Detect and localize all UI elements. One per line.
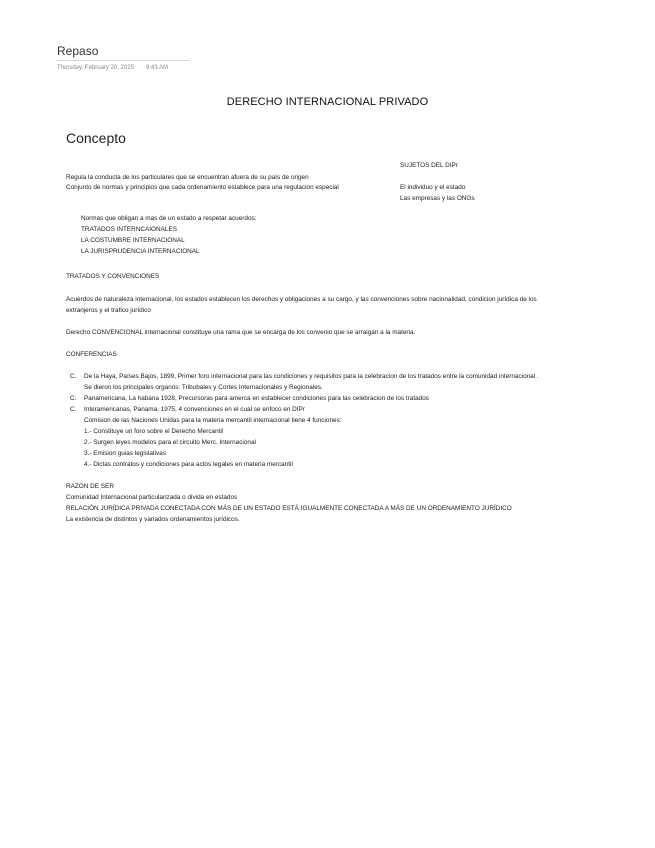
main-heading: DERECHO INTERNACIONAL PRIVADO	[226, 96, 429, 108]
tratados-paragraph: Derecho CONVENCIONAL internacional constituye una rama que se encarga de los convenio que se arraigan a la materia.	[66, 329, 416, 336]
sujetos-heading: SUJETOS DEL DIPr	[400, 162, 458, 169]
sujetos-item: El individuo y el estado	[400, 184, 466, 191]
tratados-paragraph-line: extranjeros y el trafico jurídico	[66, 307, 151, 314]
comision-line: Comision de las Naciones Unidas para la materia mercantil internacional tiene 4 funciones:	[84, 417, 342, 424]
normas-item: LA JURISPRUDENCIA INTERNACIONAL	[81, 248, 200, 255]
normas-item: TRATADOS INTERNCAIONALES	[81, 226, 177, 233]
funcion-item: 2.- Surgen leyes modelos para el circuito Merc. Internacional	[84, 439, 256, 446]
funcion-item: 1.- Constituye un foro sobre el Derecho Mercantil	[84, 428, 224, 435]
conferencia-line: Interamericanas, Panama, 1975, 4 convenciones en el cual se enfoco en DIPr	[84, 406, 305, 413]
tratados-paragraph-line: Acuerdos de naturaleza internacional, los estados establecen los derechos y obligaciones a su cargo, y las convenciones sobre nacionalidad, condicion jurídica de los	[66, 296, 537, 303]
normas-item: LA COSTUMBRE INTERNACIONAL	[81, 237, 185, 244]
concepto-line: Conjunto de normas y principios que cada ordenamiento establece para una regulacion especial	[66, 184, 339, 191]
list-marker: C.	[70, 395, 77, 402]
page-date: Thursday, February 20, 2025	[57, 65, 134, 71]
conferencia-line: Se dieron los principales organos: Tribubales y Cortes Internacionales y Regionales.	[84, 384, 323, 391]
conferencias-heading: CONFERENCIAS	[66, 351, 117, 358]
razon-line: La existencia de distintos y variados ordenamientos jurídicos.	[66, 516, 240, 523]
list-marker: C.	[70, 373, 77, 380]
tratados-heading: TRATADOS Y CONVENCIONES	[66, 273, 160, 280]
concepto-line: Regula la conducta de los particulares que se encuentran afuera de su país de origen	[66, 174, 309, 181]
razon-line: RELACIÓN JURÍDICA PRIVADA CONECTADA CON MÁS DE UN ESTADO ESTÁ IGUALMENTE CONECTADA A MÁS DE UN ORDENAMIENTO JURÍDICO	[66, 505, 512, 512]
section-heading: Concepto	[66, 130, 126, 146]
funcion-item: 3.- Emision guias legislativas	[84, 450, 167, 457]
page-title: Repaso	[57, 44, 99, 58]
conferencia-line: De la Haya, Países Bajos, 1899, Primer foro internacional para las condiciones y requisitos para la celebracion de los tratados entre la comunidad internacional .	[84, 373, 539, 380]
page-time: 9:43 AM	[146, 65, 169, 71]
list-marker: C.	[70, 406, 77, 413]
conferencia-line: Panamericana, La habana 1928, Precursoras para amerca en establecer condiciones para las celebracion de los tratados	[84, 395, 429, 402]
sujetos-item: Las empresas y las ONGs	[400, 195, 475, 202]
razon-line: Comunidad Internacional particularizada o divida en estados	[66, 494, 238, 501]
funcion-item: 4.- Dictas contratos y condiciones para actos legales en materia mercantil	[84, 461, 293, 468]
normas-intro: Normas que obligan a mas de un estado a respetar acuerdos:	[81, 215, 257, 222]
title-divider	[57, 60, 190, 61]
razon-heading: RAZON DE SER	[66, 483, 114, 490]
